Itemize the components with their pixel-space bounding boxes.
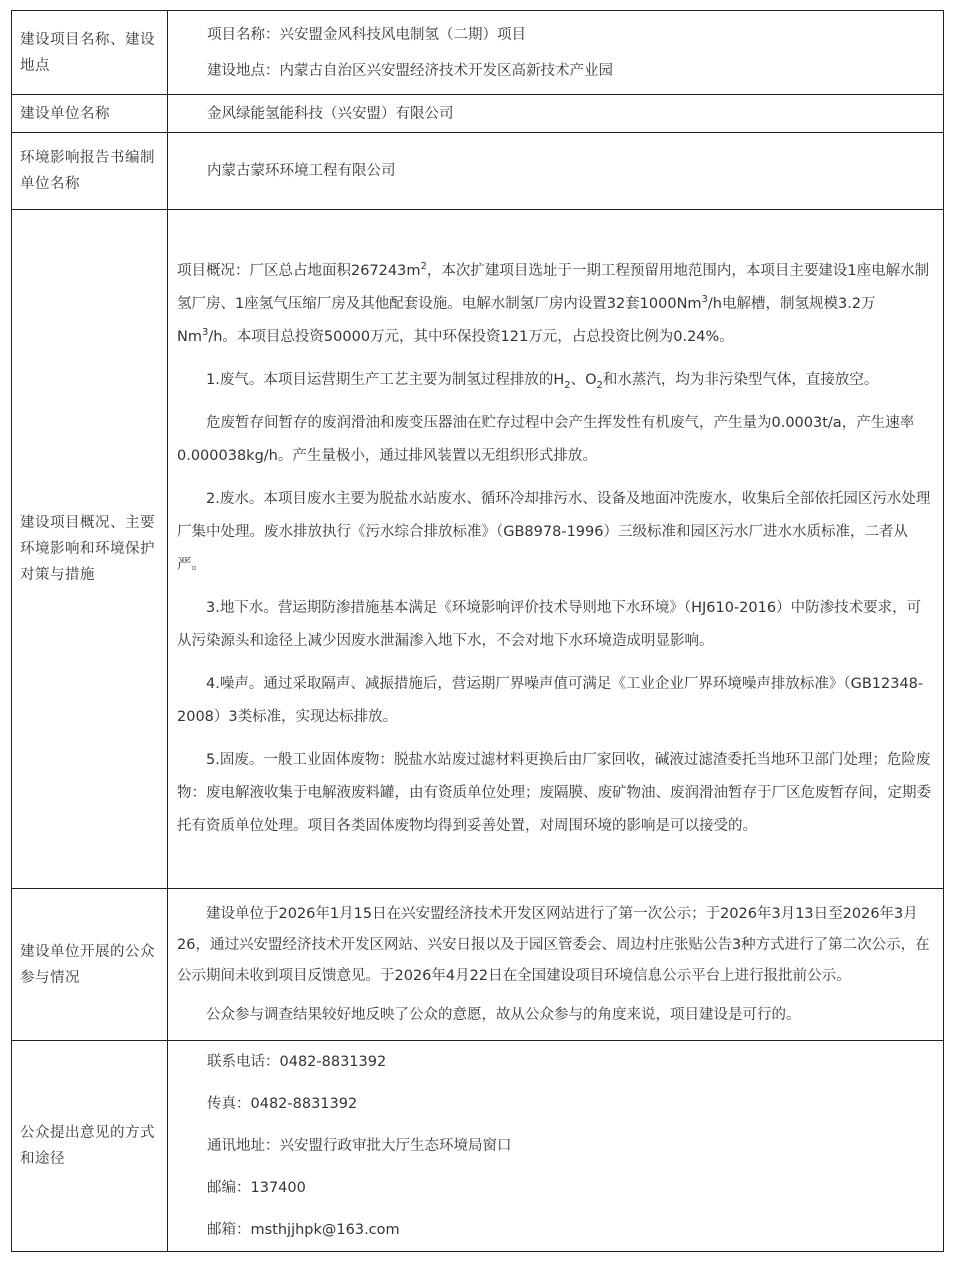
contact-email: 邮箱：msthjjhpk@163.com xyxy=(207,1222,400,1238)
groundwater-paragraph: 3.地下水。营运期防渗措施基本满足《环境影响评价技术导则地下水环境》（HJ610-2016）中防渗技术要求，可从污染源头和途径上减少因废水泄漏渗入地下水，不会对地下水环境造成明显影响。 xyxy=(177,600,922,649)
overview-text-2: ，本次扩建项目选址于一期工程预留用地范围内，本项目主要建设1座电解水制氢厂房、1座氢气压缩厂房及其他配套设施。电解水制氢厂房内设置32套1000Nm xyxy=(177,263,930,312)
gas-text-1: 1.废气。本项目运营期生产工艺主要为制氢过程排放的H xyxy=(206,372,565,388)
table-row xyxy=(12,11,944,95)
row-label-eia-unit: 环境影响报告书编制单位名称 xyxy=(12,133,168,210)
waste-water-paragraph: 2.废水。本项目废水主要为脱盐水站废水、循环冷却排污水、设备及地面冲洗废水，收集后全部依托园区污水处理厂集中处理。废水排放执行《污水综合排放标准》（GB8978-1996）三级标准和园区污水厂进水水质标准，二者从严。 xyxy=(177,491,931,573)
project-info-table xyxy=(11,10,944,1252)
solid-waste-paragraph: 5.固废。一般工业固体废物：脱盐水站废过滤材料更换后由厂家回收，碱液过滤渣委托当地环卫部门处理；危险废物：废电解液收集于电解液废料罐，由有资质单位处理；废隔膜、废矿物油、废润滑油暂存于厂区危废暂存间，定期委托有资质单位处理。项目各类固体废物均得到妥善处置，对周围环境的影响是可以接受的。 xyxy=(177,752,931,834)
overview-text-1: 项目概况：厂区总占地面积267243m xyxy=(177,263,421,279)
row-content-project xyxy=(168,11,944,95)
row-label-builder: 建设单位名称 xyxy=(12,95,168,133)
gas-text-2: 、O xyxy=(570,372,597,388)
hazardous-gas-paragraph: 危废暂存间暂存的废润滑油和废变压器油在贮存过程中会产生挥发性有机废气，产生量为0.0003t/a，产生速率0.000038kg/h。产生量极小，通过排风装置以无组织形式排放。 xyxy=(177,415,915,464)
table-row xyxy=(12,133,944,210)
row-content-public xyxy=(168,889,944,1041)
overview-text-3: /h电解槽，制氢规模3.2万Nm xyxy=(177,296,876,345)
table-row xyxy=(12,210,944,889)
table-row xyxy=(12,1041,944,1252)
contact-postcode: 邮编：137400 xyxy=(207,1180,306,1196)
project-name: 项目名称：兴安盟金风科技风电制氢（二期）项目 xyxy=(207,26,526,43)
contact-fax: 传真：0482-8831392 xyxy=(207,1096,358,1112)
row-label-contact: 公众提出意见的方式和途径 xyxy=(12,1041,168,1252)
overview-sup-1: 2 xyxy=(420,261,427,273)
gas-sub-2: 2 xyxy=(596,379,603,391)
contact-phone: 联系电话：0482-8831392 xyxy=(207,1054,387,1070)
project-overview-paragraph xyxy=(177,255,935,354)
table-row xyxy=(12,889,944,1041)
row-content-eia-unit xyxy=(168,133,944,210)
table-row xyxy=(12,95,944,133)
gas-text-3: 和水蒸汽，均为非污染型气体，直接放空。 xyxy=(602,372,879,388)
row-label-public: 建设单位开展的公众参与情况 xyxy=(12,889,168,1041)
overview-sup-3: 3 xyxy=(201,327,209,339)
row-content-overview xyxy=(168,210,944,889)
row-label-project: 建设项目名称、建设地点 xyxy=(12,11,168,95)
contact-address: 通讯地址：兴安盟行政审批大厅生态环境局窗口 xyxy=(207,1138,512,1154)
builder-name: 金风绿能氢能科技（兴安盟）有限公司 xyxy=(207,105,454,122)
noise-paragraph: 4.噪声。通过采取隔声、减振措施后，营运期厂界噪声值可满足《工业企业厂界环境噪声排放标准》（GB12348-2008）3类标准，实现达标排放。 xyxy=(177,676,924,725)
eia-unit-name: 内蒙古蒙环环境工程有限公司 xyxy=(207,163,396,179)
public-conclusion-paragraph: 公众参与调查结果较好地反映了公众的意愿，故从公众参与的角度来说，项目建设是可行的。 xyxy=(206,1006,801,1023)
gas-sub-1: 2 xyxy=(564,379,571,391)
row-label-overview: 建设项目概况、主要环境影响和环境保护对策与措施 xyxy=(12,210,168,889)
public-participation-paragraph: 建设单位于2026年1月15日在兴安盟经济技术开发区网站进行了第一次公示；于2026年3月13日至2026年3月26，通过兴安盟经济技术开发区网站、兴安日报以及于园区管委会、周边村庄张贴公告3种方式进行了第二次公示，在公示期间未收到项目反馈意见。于2026年4月22日在全国建设项目环境信息公示平台上进行报批前公示。 xyxy=(177,905,930,984)
overview-sup-2: 3 xyxy=(701,294,708,306)
row-content-contact xyxy=(168,1041,944,1252)
overview-text-4: /h。本项目总投资50000万元，其中环保投资121万元，占总投资比例为0.24%。 xyxy=(208,329,734,345)
row-content-builder xyxy=(168,95,944,133)
waste-gas-paragraph xyxy=(177,364,935,397)
project-location: 建设地点：内蒙古自治区兴安盟经济技术开发区高新技术产业园 xyxy=(207,62,613,79)
